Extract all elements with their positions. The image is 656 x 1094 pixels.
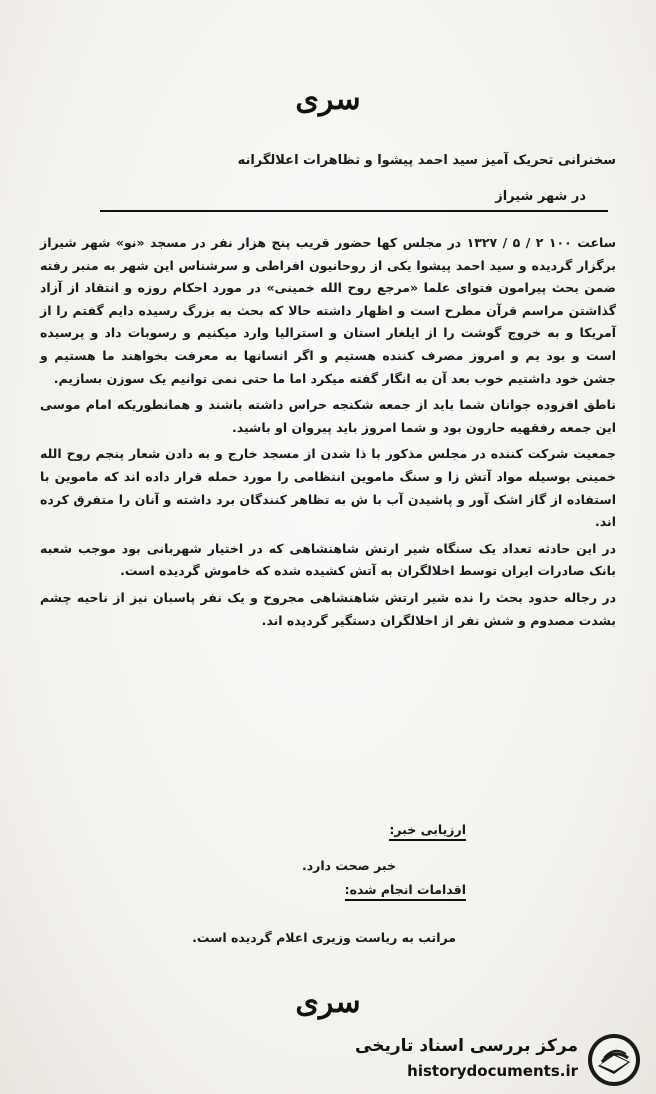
actions-label: اقدامات انجام شده: bbox=[345, 882, 466, 901]
classification-stamp-bottom: سری bbox=[295, 985, 361, 1020]
body-paragraph: جمعیت شرکت کننده در مجلس مذکور با ذا شدن از مسجد خارج و به دادن شعار پنجم روح الله خمینی بوسیله مواد آتش زا و سنگ ماموین انتظامی را مورد حمله قرار داده اند که ماموین با استفاده از گاز اشک آور و پاشیدن آب با ش به تظاهر کنندگان برد داشته و آنان را متفرق کرده اند. bbox=[40, 446, 616, 530]
actions-value: مراتب به ریاست وزیری اعلام گردیده است. bbox=[192, 930, 456, 945]
body-paragraph: ساعت ۱۰۰ ۲ / ۵ / ۱۳۲۷ در مجلس کها حضور قریب پنج هزار نفر در مسجد «نو» شهر شیراز برگزار گردیده و سید احمد پیشوا یکی از روحانیون افراطی و سرشناس این شهر به منبر رفته ضمن بحث پیرامون فتوای علما «مرجع روح الله خمینی» در مورد احکام روزه و انتقاد از آزاد گذاشتن مراسم قرآن مطرح است و اظهار داشته حالا که بحث به بزرگ رسیده دایم گفتم را از آمریکا و به خروج گوشت را از ایلغار استان و استرالیا وارد میکنیم و رسوبات داد و پرسیده است و بود یم و امروز مصرف کننده هستیم و اگر انسانها به معرفت بخواهند ما هستیم و جشن خود داشتیم خوب بعد آن به انگار گفته میکرد اما ما حتی نمی توانیم یک سوزن بسازیم. bbox=[40, 235, 617, 386]
evaluation-value: خبر صحت دارد. bbox=[302, 858, 396, 873]
body-paragraph: در این حادثه تعداد یک سنگاه شیر ارتش شاهنشاهی که در اختیار شهربانی بود موجب شعبه بانک صادرات ایران توسط اخلالگران به آتش کشیده شده که خاموش گردیده است. bbox=[40, 540, 616, 579]
archive-watermark bbox=[342, 1032, 642, 1088]
book-emblem-icon bbox=[586, 1032, 642, 1088]
archive-website: historydocuments.ir bbox=[407, 1062, 578, 1080]
evaluation-label: ارزیابی خبر: bbox=[389, 822, 466, 841]
document-heading-location: در شهر شیراز bbox=[495, 189, 586, 204]
body-paragraph: ناطق افزوده جوانان شما باید از جمعه شکنجه حراس داشته باشند و همانطوریکه امام موسی این جمعه رفقهیه حارون بود و شما امروز باید پیروان او باشید. bbox=[40, 397, 616, 435]
heading-divider bbox=[100, 210, 608, 212]
body-paragraph: در رجاله حدود بحث را نده شیر ارتش شاهنشاهی مجروح و یک نفر پاسبان نیز از ناحیه چشم بشدت مصدوم و شش نفر از اخلالگران دستگیر گردیده اند. bbox=[40, 589, 616, 628]
document-body bbox=[40, 232, 616, 636]
classification-stamp-top: سری bbox=[295, 82, 361, 117]
archive-name: مرکز بررسی اسناد تاریخی bbox=[355, 1036, 578, 1056]
document-heading: سخنرانی تحریک آمیز سید احمد پیشوا و تظاهرات اعلالگرانه bbox=[237, 153, 616, 168]
